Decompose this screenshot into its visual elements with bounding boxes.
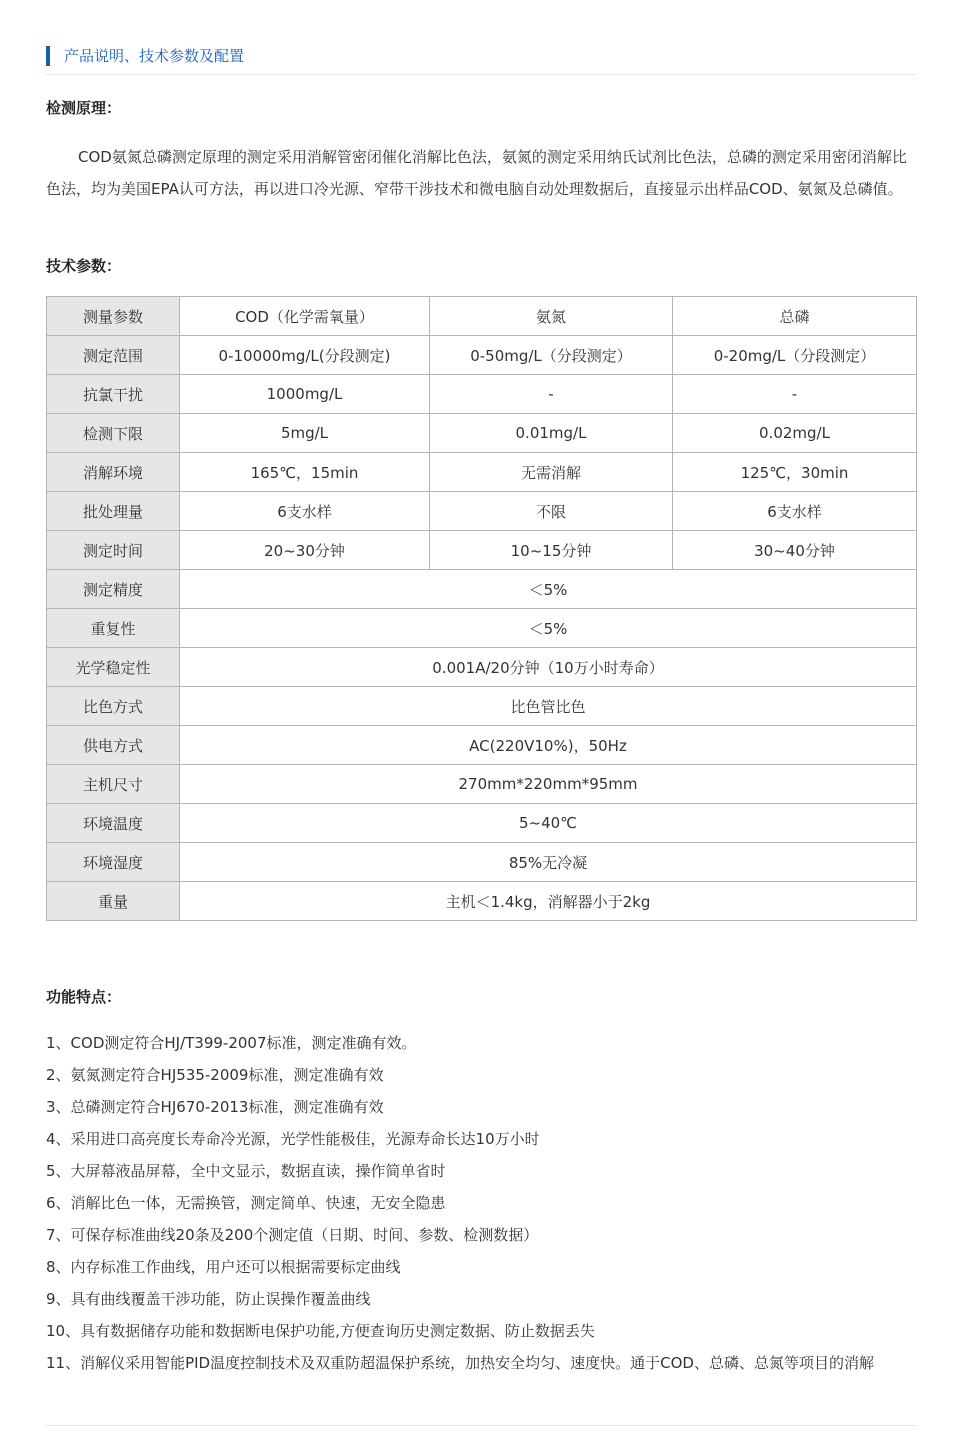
feature-item: 1、COD测定符合HJ/T399-2007标准，测定准确有效。 [46, 1034, 417, 1052]
feature-item: 3、总磷测定符合HJ670-2013标准，测定准确有效 [46, 1098, 384, 1116]
table-row [47, 531, 917, 570]
feature-item: 8、内存标准工作曲线，用户还可以根据需要标定曲线 [46, 1258, 401, 1276]
table-cell-merged: ＜5% [180, 570, 917, 609]
table-cell-merged: 0.001A/20分钟（10万小时寿命） [180, 648, 917, 687]
feature-item: 7、可保存标准曲线20条及200个测定值（日期、时间、参数、检测数据） [46, 1226, 539, 1244]
feature-item: 2、氨氮测定符合HJ535-2009标准，测定准确有效 [46, 1066, 384, 1084]
column-header: 总磷 [673, 297, 917, 336]
table-cell: 0-50mg/L（分段测定） [430, 336, 673, 375]
column-header: 氨氮 [430, 297, 673, 336]
table-row [47, 453, 917, 492]
principle-heading: 检测原理： [46, 99, 122, 117]
table-cell: 165℃，15min [180, 453, 430, 492]
table-row [47, 687, 917, 726]
table-cell-merged: 85%无冷凝 [180, 843, 917, 882]
bottom-divider [46, 1425, 916, 1426]
table-cell: 30~40分钟 [673, 531, 917, 570]
table-row [47, 570, 917, 609]
row-label: 供电方式 [47, 726, 180, 765]
header-title: 产品说明、技术参数及配置 [64, 47, 245, 65]
params-table-body [47, 297, 917, 921]
row-label: 检测下限 [47, 414, 180, 453]
features-heading: 功能特点： [46, 988, 122, 1006]
table-cell: - [430, 375, 673, 414]
row-label: 测量参数 [47, 297, 180, 336]
table-cell: 20~30分钟 [180, 531, 430, 570]
row-label: 批处理量 [47, 492, 180, 531]
table-cell-merged: 比色管比色 [180, 687, 917, 726]
row-label: 测定精度 [47, 570, 180, 609]
row-label: 重量 [47, 882, 180, 921]
table-cell: 125℃，30min [673, 453, 917, 492]
table-cell: 无需消解 [430, 453, 673, 492]
row-label: 比色方式 [47, 687, 180, 726]
feature-item: 10、具有数据储存功能和数据断电保护功能,方便查询历史测定数据、防止数据丢失 [46, 1322, 595, 1340]
header-accent-bar [46, 46, 50, 66]
feature-item: 5、大屏幕液晶屏幕，全中文显示，数据直读，操作简单省时 [46, 1162, 446, 1180]
row-label: 光学稳定性 [47, 648, 180, 687]
table-cell: 6支水样 [180, 492, 430, 531]
column-header: COD（化学需氧量） [180, 297, 430, 336]
table-cell: 10~15分钟 [430, 531, 673, 570]
table-cell: 6支水样 [673, 492, 917, 531]
table-cell: 不限 [430, 492, 673, 531]
table-row [47, 804, 917, 843]
table-cell: 5mg/L [180, 414, 430, 453]
table-row [47, 648, 917, 687]
table-row [47, 609, 917, 648]
row-label: 消解环境 [47, 453, 180, 492]
section-header [46, 44, 916, 75]
params-heading: 技术参数： [46, 257, 122, 275]
feature-item: 9、具有曲线覆盖干涉功能，防止误操作覆盖曲线 [46, 1290, 371, 1308]
table-row [47, 843, 917, 882]
table-row [47, 492, 917, 531]
row-label: 测定范围 [47, 336, 180, 375]
table-cell: 0.02mg/L [673, 414, 917, 453]
features-list [46, 1027, 916, 1379]
table-row [47, 726, 917, 765]
params-table [46, 296, 917, 921]
row-label: 环境温度 [47, 804, 180, 843]
table-cell: 0-10000mg/L(分段测定) [180, 336, 430, 375]
table-cell: - [673, 375, 917, 414]
table-cell-merged: 5~40℃ [180, 804, 917, 843]
row-label: 主机尺寸 [47, 765, 180, 804]
table-cell-merged: 270mm*220mm*95mm [180, 765, 917, 804]
table-cell: 0.01mg/L [430, 414, 673, 453]
table-row [47, 882, 917, 921]
row-label: 测定时间 [47, 531, 180, 570]
table-cell-merged: 主机＜1.4kg，消解器小于2kg [180, 882, 917, 921]
table-cell: 1000mg/L [180, 375, 430, 414]
row-label: 重复性 [47, 609, 180, 648]
table-row [47, 336, 917, 375]
table-cell-merged: AC(220V10%)，50Hz [180, 726, 917, 765]
table-row [47, 765, 917, 804]
table-cell: 0-20mg/L（分段测定） [673, 336, 917, 375]
row-label: 环境湿度 [47, 843, 180, 882]
feature-item: 11、消解仪采用智能PID温度控制技术及双重防超温保护系统，加热安全均匀、速度快。通于COD、总磷、总氮等项目的消解 [46, 1354, 874, 1372]
feature-item: 4、采用进口高亮度长寿命冷光源，光学性能极佳，光源寿命长达10万小时 [46, 1130, 540, 1148]
principle-text: COD氨氮总磷测定原理的测定采用消解管密闭催化消解比色法，氨氮的测定采用纳氏试剂比色法，总磷的测定采用密闭消解比色法，均为美国EPA认可方法，再以进口冷光源、窄带干涉技术和微电脑自动处理数据后，直接显示出样品COD、氨氮及总磷值。 [46, 148, 907, 198]
table-cell-merged: ＜5% [180, 609, 917, 648]
table-row [47, 414, 917, 453]
table-row [47, 375, 917, 414]
table-header-row [47, 297, 917, 336]
feature-item: 6、消解比色一体，无需换管，测定简单、快速，无安全隐患 [46, 1194, 446, 1212]
row-label: 抗氯干扰 [47, 375, 180, 414]
